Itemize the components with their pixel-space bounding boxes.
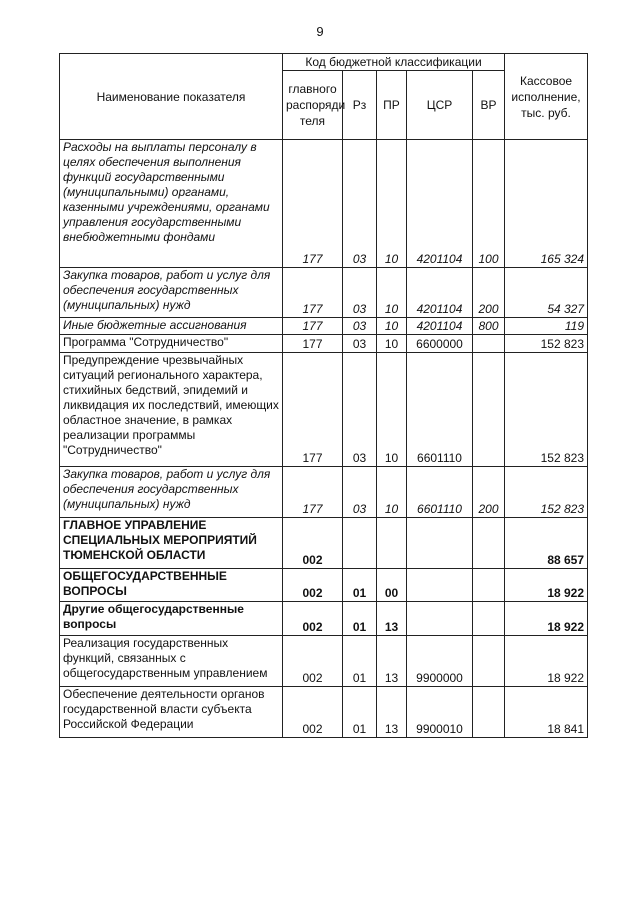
header-csr: ЦСР — [407, 71, 473, 140]
row-sum: 152 823 — [505, 467, 588, 518]
row-gr: 002 — [283, 636, 343, 687]
header-sum: Кассовое исполнение, тыс. руб. — [505, 54, 588, 140]
page-number: 9 — [316, 24, 324, 39]
table-row — [60, 636, 588, 687]
row-rz: 03 — [343, 268, 377, 318]
row-gr: 177 — [283, 318, 343, 335]
row-name: ОБЩЕГОСУДАРСТВЕННЫЕ ВОПРОСЫ — [60, 569, 283, 602]
table-row — [60, 318, 588, 335]
row-gr: 002 — [283, 518, 343, 569]
row-gr: 177 — [283, 353, 343, 467]
row-vr: 100 — [473, 140, 505, 268]
row-gr: 002 — [283, 602, 343, 636]
row-pr: 00 — [377, 569, 407, 602]
row-pr: 10 — [377, 353, 407, 467]
row-gr: 177 — [283, 268, 343, 318]
row-gr: 177 — [283, 335, 343, 353]
table-row — [60, 518, 588, 569]
row-csr — [407, 518, 473, 569]
row-name: ГЛАВНОЕ УПРАВЛЕНИЕ СПЕЦИАЛЬНЫХ МЕРОПРИЯТИЙ ТЮМЕНСКОЙ ОБЛАСТИ — [60, 518, 283, 569]
row-pr: 10 — [377, 467, 407, 518]
row-rz: 01 — [343, 636, 377, 687]
row-sum: 88 657 — [505, 518, 588, 569]
row-name: Обеспечение деятельности органов государственной власти субъекта Российской Федерации — [60, 687, 283, 738]
row-rz: 03 — [343, 353, 377, 467]
table-row — [60, 353, 588, 467]
row-vr — [473, 602, 505, 636]
row-sum: 152 823 — [505, 353, 588, 467]
row-pr — [377, 518, 407, 569]
table-row — [60, 569, 588, 602]
row-vr — [473, 518, 505, 569]
row-csr: 6600000 — [407, 335, 473, 353]
row-gr: 177 — [283, 467, 343, 518]
row-sum: 18 922 — [505, 602, 588, 636]
row-name: Закупка товаров, работ и услуг для обеспечения государственных (муниципальных) нужд — [60, 268, 283, 318]
row-csr: 6601110 — [407, 467, 473, 518]
row-vr: 800 — [473, 318, 505, 335]
header-name: Наименование показателя — [60, 54, 283, 140]
table-row — [60, 602, 588, 636]
row-sum: 18 841 — [505, 687, 588, 738]
row-pr: 10 — [377, 268, 407, 318]
row-vr — [473, 569, 505, 602]
budget-table — [59, 53, 588, 738]
row-csr: 4201104 — [407, 140, 473, 268]
row-csr: 4201104 — [407, 318, 473, 335]
row-rz — [343, 518, 377, 569]
header-vr: ВР — [473, 71, 505, 140]
row-rz: 01 — [343, 569, 377, 602]
row-name: Предупреждение чрезвычайных ситуаций регионального характера, стихийных бедствий, эпидемий и ликвидация их последствий, имеющих областное значение, в рамках реализации программы "Сотрудничество" — [60, 353, 283, 467]
row-pr: 10 — [377, 335, 407, 353]
row-csr: 9900010 — [407, 687, 473, 738]
row-sum: 18 922 — [505, 569, 588, 602]
row-pr: 10 — [377, 318, 407, 335]
row-gr: 002 — [283, 569, 343, 602]
row-csr: 4201104 — [407, 268, 473, 318]
row-name: Другие общегосударственные вопросы — [60, 602, 283, 636]
row-gr: 177 — [283, 140, 343, 268]
header-gr: главного распоряди теля — [283, 71, 343, 140]
row-vr: 200 — [473, 268, 505, 318]
header-rz: Рз — [343, 71, 377, 140]
row-rz: 03 — [343, 318, 377, 335]
row-name: Программа "Сотрудничество" — [60, 335, 283, 353]
row-vr: 200 — [473, 467, 505, 518]
row-csr — [407, 569, 473, 602]
table-row — [60, 268, 588, 318]
row-csr: 9900000 — [407, 636, 473, 687]
row-rz: 03 — [343, 467, 377, 518]
row-name: Иные бюджетные ассигнования — [60, 318, 283, 335]
header-kbk-group: Код бюджетной классификации — [283, 54, 505, 71]
row-vr — [473, 636, 505, 687]
row-sum: 152 823 — [505, 335, 588, 353]
table-row — [60, 140, 588, 268]
row-csr: 6601110 — [407, 353, 473, 467]
row-pr: 13 — [377, 636, 407, 687]
row-name: Закупка товаров, работ и услуг для обеспечения государственных (муниципальных) нужд — [60, 467, 283, 518]
row-vr — [473, 687, 505, 738]
row-pr: 13 — [377, 687, 407, 738]
row-sum: 165 324 — [505, 140, 588, 268]
row-rz: 01 — [343, 602, 377, 636]
row-pr: 10 — [377, 140, 407, 268]
row-name: Реализация государственных функций, связанных с общегосударственным управлением — [60, 636, 283, 687]
header-pr: ПР — [377, 71, 407, 140]
row-vr — [473, 353, 505, 467]
table-row — [60, 467, 588, 518]
row-rz: 01 — [343, 687, 377, 738]
row-pr: 13 — [377, 602, 407, 636]
row-sum: 18 922 — [505, 636, 588, 687]
row-vr — [473, 335, 505, 353]
table-row — [60, 687, 588, 738]
row-gr: 002 — [283, 687, 343, 738]
row-csr — [407, 602, 473, 636]
row-rz: 03 — [343, 335, 377, 353]
table-row — [60, 335, 588, 353]
row-sum: 54 327 — [505, 268, 588, 318]
row-sum: 119 — [505, 318, 588, 335]
row-name: Расходы на выплаты персоналу в целях обеспечения выполнения функций государственными (муниципальными) органами, казенными учреждениями, органами управления государственными внебюджетными фондами — [60, 140, 283, 268]
row-rz: 03 — [343, 140, 377, 268]
